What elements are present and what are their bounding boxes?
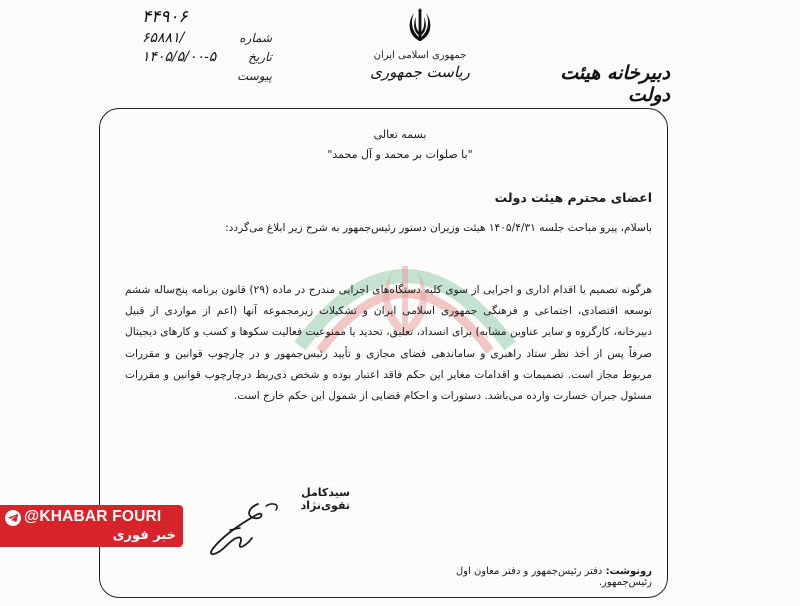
reference-block [140, 7, 280, 88]
bismillah: بسمه تعالی [373, 128, 427, 141]
attachment-row [140, 69, 280, 88]
channel-handle: @KHABAR FOURI [24, 508, 162, 525]
number-label: شماره [239, 31, 272, 45]
intro-paragraph: باسلام، پیرو مباحث جلسه ۱۴۰۵/۴/۳۱ هیئت وزیران دستور رئیس‌جمهور به شرح زیر ابلاغ می‌گردد: [225, 222, 652, 234]
channel-badge [0, 505, 183, 547]
salawat: "با صلوات بر محمد و آل محمد" [327, 148, 473, 161]
body-paragraph: هرگونه تصمیم یا اقدام اداری و اجرایی از سوی کلیه دستگاه‌های اجرایی مندرج در ماده (۲۹) قانون برنامه پنج‌ساله ششم توسعه اقتصادی، اجتماعی و فرهنگی جمهوری اسلامی ایران و تشکیلات زیرمجموعه آنها (اعم از مواردی از قبیل دبیرخانه، کارگروه و سایر عناوین مشابه) برای انسداد، تعلیق، تحدید یا ممنوعیت فعالیت سکوها و کسب و کارهای دیجیتال صرفاً پس از أخذ نظر ستاد راهبری و ساماندهی فضای مجازی و تأیید رئیس‌جمهور و در چارچوب قوانین و مقررات مربوط مجاز است. تصمیمات و اقدامات مغایر این حکم فاقد اعتبار بوده و شخص ذی‌ربط درچارچوب قوانین و مقررات مسئول جبران خسارت وارده می‌باشد. دستورات و احکام قضایی از شمول این حکم خارج است. [125, 284, 652, 403]
cc-text: دفتر رئیس‌جمهور و دفتر معاون اول رئیس‌جمهور. [455, 566, 652, 588]
number-value: ۶۵۸۸۱/ [142, 30, 185, 46]
emblem-block [370, 8, 470, 81]
iran-emblem-icon [403, 8, 437, 46]
date-label: تاریخ [248, 50, 272, 64]
secretariat-title: دبیرخانه هیئت دولت [560, 62, 670, 106]
number-stamp: ۴۴۹۰۶ [142, 7, 188, 27]
channel-name-fa: خبر فوری [112, 528, 176, 543]
cc-label: رونوشت: [605, 566, 652, 577]
emblem-caption: جمهوری اسلامی ایران [373, 50, 467, 61]
date-row [140, 50, 280, 69]
office-name: ریاست جمهوری [370, 63, 470, 81]
date-value: ۱۴۰۵/۵/۰۰-۵ [142, 49, 217, 65]
signer-name: سیدکامل تقوی‌نژاد [300, 486, 350, 512]
carbon-copy [400, 566, 652, 588]
number-row [140, 7, 280, 31]
telegram-icon [5, 510, 21, 526]
handwritten-signature [200, 494, 320, 564]
salutation: اعضای محترم هیئت دولت [494, 190, 652, 205]
number-row-2 [140, 31, 280, 50]
attachment-label: پیوست [237, 69, 272, 83]
